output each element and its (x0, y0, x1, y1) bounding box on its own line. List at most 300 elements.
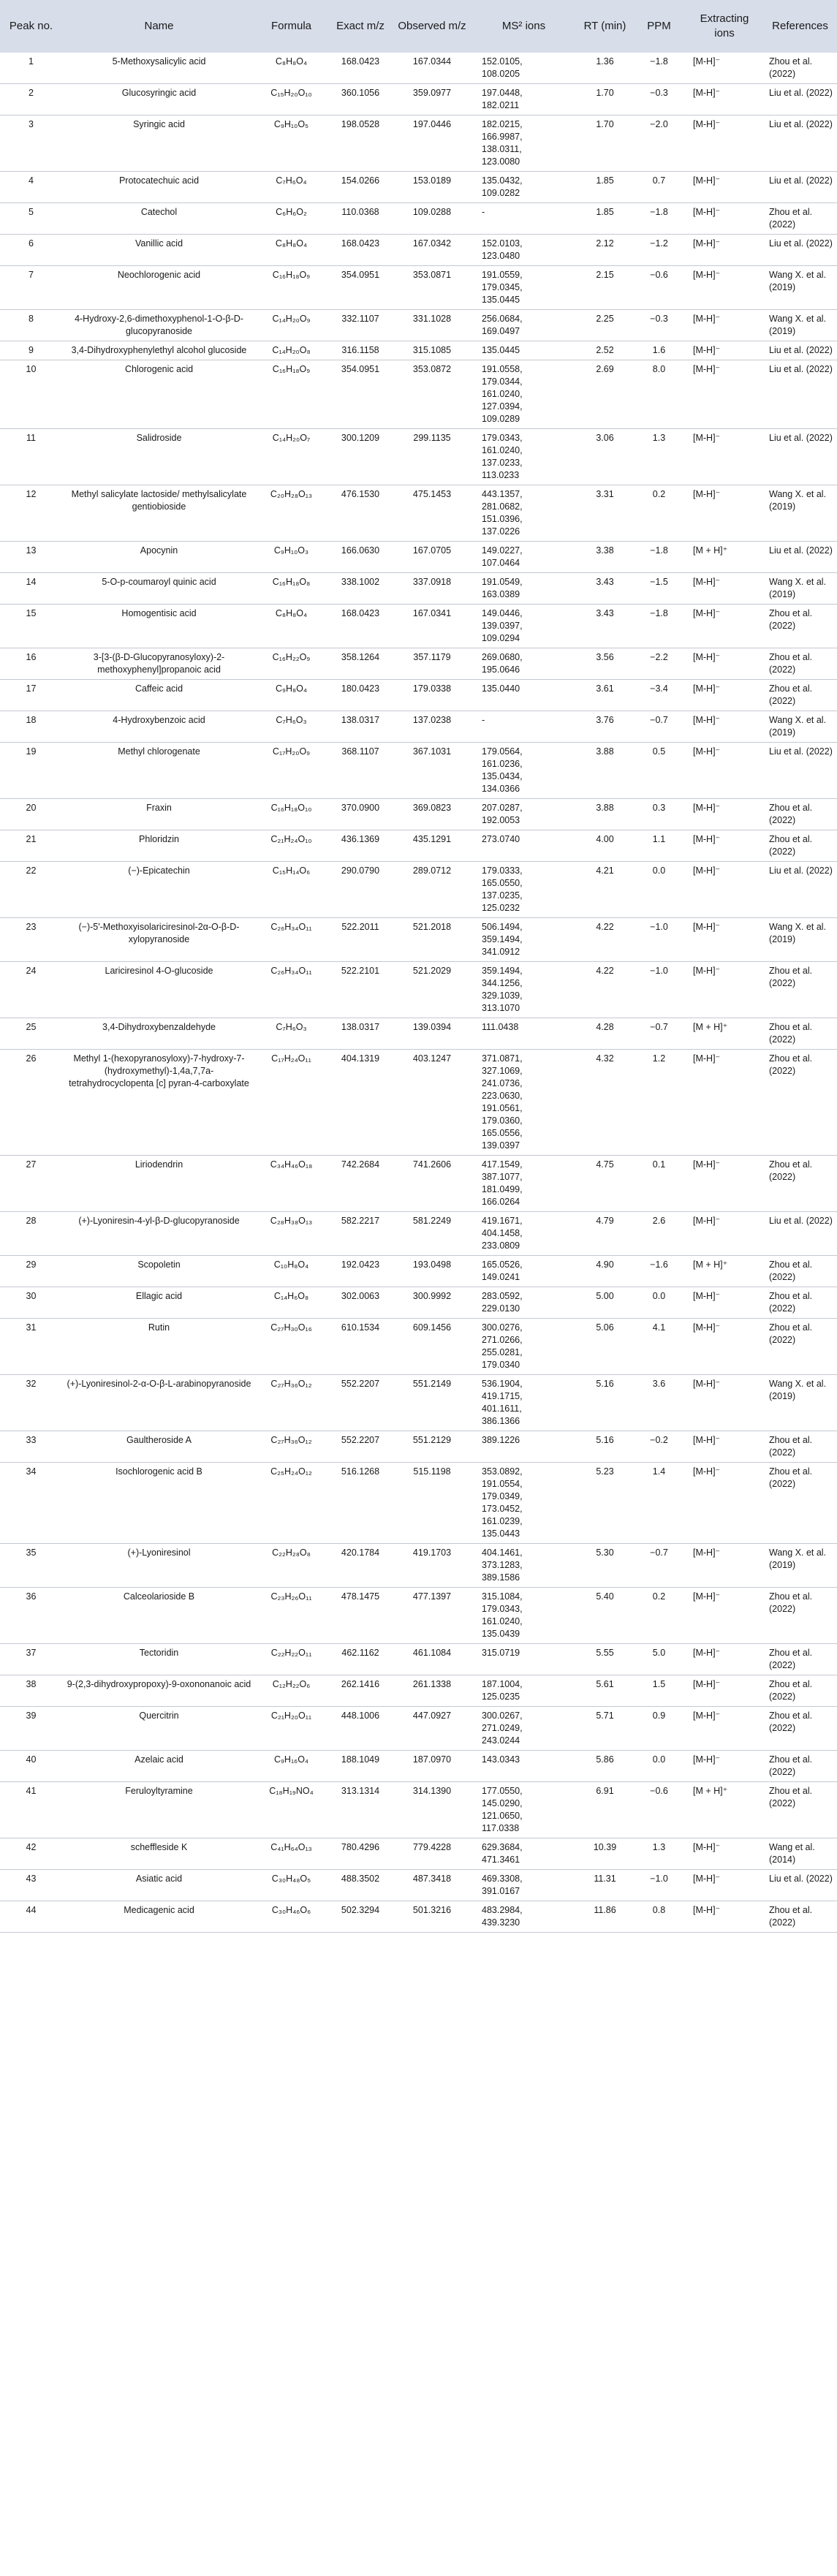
cell-extracting-ion: [M-H]⁻ (686, 1707, 763, 1751)
cell-peak-no: 17 (0, 680, 62, 711)
cell-formula: C₂₈H₃₈O₁₃ (256, 1212, 327, 1256)
cell-name: Chlorogenic acid (62, 360, 256, 429)
cell-extracting-ion: [M-H]⁻ (686, 1375, 763, 1431)
cell-extracting-ion: [M-H]⁻ (686, 573, 763, 605)
cell-rt: 3.88 (577, 799, 632, 830)
cell-peak-no: 33 (0, 1431, 62, 1463)
cell-peak-no: 28 (0, 1212, 62, 1256)
cell-exact-mz: 516.1268 (327, 1463, 394, 1544)
cell-name: Lariciresinol 4-O-glucoside (62, 962, 256, 1018)
cell-peak-no: 38 (0, 1675, 62, 1707)
table-row (0, 1644, 837, 1675)
cell-ms2-ions: 135.0432, 109.0282 (470, 172, 577, 203)
cell-name: Phloridzin (62, 830, 256, 862)
cell-rt: 3.61 (577, 680, 632, 711)
cell-formula: C₁₆H₁₈O₉ (256, 360, 327, 429)
cell-formula: C₂₂H₂₂O₁₁ (256, 1644, 327, 1675)
cell-formula: C₃₀H₄₈O₅ (256, 1870, 327, 1901)
cell-reference: Liu et al. (2022) (763, 115, 837, 172)
cell-observed-mz: 139.0394 (394, 1018, 470, 1050)
cell-formula: C₉H₁₀O₃ (256, 542, 327, 573)
cell-rt: 1.36 (577, 53, 632, 84)
cell-exact-mz: 168.0423 (327, 605, 394, 648)
table-row (0, 310, 837, 341)
table-row (0, 1256, 837, 1287)
cell-formula: C₁₀H₈O₄ (256, 1256, 327, 1287)
table-row (0, 429, 837, 485)
cell-ms2-ions: 165.0526, 149.0241 (470, 1256, 577, 1287)
cell-exact-mz: 420.1784 (327, 1544, 394, 1588)
cell-formula: C₈H₈O₄ (256, 235, 327, 266)
cell-name: Asiatic acid (62, 1870, 256, 1901)
cell-formula: C₉H₁₆O₄ (256, 1751, 327, 1782)
cell-peak-no: 2 (0, 84, 62, 115)
cell-reference: Zhou et al. (2022) (763, 1431, 837, 1463)
cell-extracting-ion: [M-H]⁻ (686, 485, 763, 542)
cell-ppm: 0.0 (632, 1287, 686, 1319)
cell-rt: 5.61 (577, 1675, 632, 1707)
cell-name: Calceolarioside B (62, 1588, 256, 1644)
cell-observed-mz: 447.0927 (394, 1707, 470, 1751)
cell-reference: Zhou et al. (2022) (763, 1901, 837, 1933)
cell-ppm: 1.3 (632, 429, 686, 485)
cell-extracting-ion: [M-H]⁻ (686, 1050, 763, 1156)
table-row (0, 84, 837, 115)
cell-peak-no: 42 (0, 1838, 62, 1870)
cell-formula: C₁₈H₁₉NO₄ (256, 1782, 327, 1838)
cell-peak-no: 7 (0, 266, 62, 310)
cell-formula: C₂₆H₃₄O₁₁ (256, 962, 327, 1018)
cell-reference: Zhou et al. (2022) (763, 1644, 837, 1675)
cell-name: Apocynin (62, 542, 256, 573)
cell-ppm: 1.2 (632, 1050, 686, 1156)
cell-name: Ellagic acid (62, 1287, 256, 1319)
cell-extracting-ion: [M-H]⁻ (686, 172, 763, 203)
cell-extracting-ion: [M-H]⁻ (686, 711, 763, 743)
cell-ms2-ions: 152.0105, 108.0205 (470, 53, 577, 84)
cell-formula: C₁₂H₂₂O₆ (256, 1675, 327, 1707)
cell-extracting-ion: [M-H]⁻ (686, 830, 763, 862)
cell-peak-no: 10 (0, 360, 62, 429)
cell-name: (−)-Epicatechin (62, 862, 256, 918)
cell-extracting-ion: [M-H]⁻ (686, 862, 763, 918)
cell-ms2-ions: 179.0343, 161.0240, 137.0233, 113.0233 (470, 429, 577, 485)
cell-ppm: 1.3 (632, 1838, 686, 1870)
cell-exact-mz: 138.0317 (327, 1018, 394, 1050)
cell-peak-no: 32 (0, 1375, 62, 1431)
cell-reference: Liu et al. (2022) (763, 172, 837, 203)
table-row (0, 235, 837, 266)
cell-reference: Liu et al. (2022) (763, 862, 837, 918)
cell-ms2-ions: 149.0227, 107.0464 (470, 542, 577, 573)
cell-name: Syringic acid (62, 115, 256, 172)
table-row (0, 1870, 837, 1901)
table-row (0, 1375, 837, 1431)
cell-peak-no: 4 (0, 172, 62, 203)
cell-peak-no: 11 (0, 429, 62, 485)
cell-rt: 4.00 (577, 830, 632, 862)
cell-formula: C₁₇H₂₄O₁₁ (256, 1050, 327, 1156)
table-row (0, 1675, 837, 1707)
cell-reference: Liu et al. (2022) (763, 1212, 837, 1256)
cell-observed-mz: 167.0705 (394, 542, 470, 573)
cell-ppm: 1.6 (632, 341, 686, 360)
cell-name: 3,4-Dihydroxyphenylethyl alcohol glucoside (62, 341, 256, 360)
cell-formula: C₁₆H₁₈O₉ (256, 266, 327, 310)
cell-rt: 5.86 (577, 1751, 632, 1782)
cell-rt: 2.12 (577, 235, 632, 266)
table-row (0, 1431, 837, 1463)
cell-rt: 5.23 (577, 1463, 632, 1544)
cell-observed-mz: 475.1453 (394, 485, 470, 542)
cell-extracting-ion: [M-H]⁻ (686, 115, 763, 172)
cell-rt: 4.32 (577, 1050, 632, 1156)
cell-ppm: 2.6 (632, 1212, 686, 1256)
cell-name: Homogentisic acid (62, 605, 256, 648)
cell-reference: Liu et al. (2022) (763, 1870, 837, 1901)
cell-name: 4-Hydroxybenzoic acid (62, 711, 256, 743)
table-row (0, 1018, 837, 1050)
cell-observed-mz: 369.0823 (394, 799, 470, 830)
cell-exact-mz: 742.2684 (327, 1156, 394, 1212)
cell-name: (+)-Lyoniresinol (62, 1544, 256, 1588)
cell-peak-no: 27 (0, 1156, 62, 1212)
cell-name: Feruloyltyramine (62, 1782, 256, 1838)
cell-exact-mz: 368.1107 (327, 743, 394, 799)
cell-formula: C₈H₈O₄ (256, 53, 327, 84)
cell-formula: C₂₀H₂₈O₁₃ (256, 485, 327, 542)
cell-rt: 3.43 (577, 573, 632, 605)
table-row (0, 799, 837, 830)
cell-ppm: −0.7 (632, 1544, 686, 1588)
cell-peak-no: 23 (0, 918, 62, 962)
cell-ms2-ions: 315.1084, 179.0343, 161.0240, 135.0439 (470, 1588, 577, 1644)
cell-exact-mz: 552.2207 (327, 1375, 394, 1431)
cell-ms2-ions: 300.0267, 271.0249, 243.0244 (470, 1707, 577, 1751)
cell-observed-mz: 487.3418 (394, 1870, 470, 1901)
cell-reference: Zhou et al. (2022) (763, 1675, 837, 1707)
cell-ms2-ions: 179.0333, 165.0550, 137.0235, 125.0232 (470, 862, 577, 918)
cell-observed-mz: 741.2606 (394, 1156, 470, 1212)
cell-peak-no: 3 (0, 115, 62, 172)
cell-ms2-ions: 315.0719 (470, 1644, 577, 1675)
cell-formula: C₇H₆O₃ (256, 711, 327, 743)
cell-name: Vanillic acid (62, 235, 256, 266)
cell-ppm: −0.6 (632, 1782, 686, 1838)
cell-reference: Zhou et al. (2022) (763, 1782, 837, 1838)
cell-reference: Liu et al. (2022) (763, 542, 837, 573)
cell-reference: Zhou et al. (2022) (763, 1050, 837, 1156)
cell-formula: C₂₃H₂₆O₁₁ (256, 1588, 327, 1644)
cell-rt: 5.06 (577, 1319, 632, 1375)
cell-formula: C₁₆H₂₂O₉ (256, 648, 327, 680)
cell-formula: C₂₅H₂₄O₁₂ (256, 1463, 327, 1544)
cell-extracting-ion: [M-H]⁻ (686, 1588, 763, 1644)
cell-peak-no: 30 (0, 1287, 62, 1319)
cell-ppm: 5.0 (632, 1644, 686, 1675)
cell-ppm: −1.5 (632, 573, 686, 605)
table-row (0, 172, 837, 203)
cell-ms2-ions: 177.0550, 145.0290, 121.0650, 117.0338 (470, 1782, 577, 1838)
table-row (0, 605, 837, 648)
cell-extracting-ion: [M-H]⁻ (686, 1751, 763, 1782)
cell-ms2-ions: 419.1671, 404.1458, 233.0809 (470, 1212, 577, 1256)
cell-observed-mz: 515.1198 (394, 1463, 470, 1544)
cell-ms2-ions: 483.2984, 439.3230 (470, 1901, 577, 1933)
cell-reference: Liu et al. (2022) (763, 235, 837, 266)
cell-reference: Zhou et al. (2022) (763, 799, 837, 830)
cell-reference: Zhou et al. (2022) (763, 962, 837, 1018)
cell-formula: C₂₇H₃₆O₁₂ (256, 1375, 327, 1431)
header-peak-no: Peak no. (0, 0, 62, 53)
cell-ppm: −0.7 (632, 1018, 686, 1050)
cell-reference: Liu et al. (2022) (763, 743, 837, 799)
cell-ppm: 0.3 (632, 799, 686, 830)
cell-observed-mz: 551.2129 (394, 1431, 470, 1463)
cell-rt: 4.28 (577, 1018, 632, 1050)
cell-name: scheffleside K (62, 1838, 256, 1870)
cell-ppm: 0.1 (632, 1156, 686, 1212)
table-row (0, 1156, 837, 1212)
cell-peak-no: 37 (0, 1644, 62, 1675)
cell-ppm: −1.0 (632, 1870, 686, 1901)
table-row (0, 680, 837, 711)
cell-exact-mz: 262.1416 (327, 1675, 394, 1707)
cell-observed-mz: 581.2249 (394, 1212, 470, 1256)
cell-extracting-ion: [M + H]⁺ (686, 1256, 763, 1287)
cell-observed-mz: 551.2149 (394, 1375, 470, 1431)
cell-peak-no: 39 (0, 1707, 62, 1751)
cell-formula: C₂₁H₂₀O₁₁ (256, 1707, 327, 1751)
cell-peak-no: 5 (0, 203, 62, 235)
cell-ms2-ions: 191.0559, 179.0345, 135.0445 (470, 266, 577, 310)
cell-rt: 4.90 (577, 1256, 632, 1287)
cell-ms2-ions: 353.0892, 191.0554, 179.0349, 173.0452, 161.0239, 135.0443 (470, 1463, 577, 1544)
cell-observed-mz: 353.0872 (394, 360, 470, 429)
cell-ppm: 4.1 (632, 1319, 686, 1375)
cell-ms2-ions: 135.0440 (470, 680, 577, 711)
table-row (0, 542, 837, 573)
cell-extracting-ion: [M-H]⁻ (686, 1870, 763, 1901)
cell-observed-mz: 521.2029 (394, 962, 470, 1018)
cell-rt: 4.79 (577, 1212, 632, 1256)
cell-observed-mz: 153.0189 (394, 172, 470, 203)
table-row (0, 1050, 837, 1156)
cell-ms2-ions: 143.0343 (470, 1751, 577, 1782)
cell-formula: C₂₆H₃₄O₁₁ (256, 918, 327, 962)
table-row (0, 1463, 837, 1544)
cell-ms2-ions: 197.0448, 182.0211 (470, 84, 577, 115)
cell-name: 3,4-Dihydroxybenzaldehyde (62, 1018, 256, 1050)
cell-ppm: 0.5 (632, 743, 686, 799)
cell-exact-mz: 332.1107 (327, 310, 394, 341)
cell-peak-no: 40 (0, 1751, 62, 1782)
cell-peak-no: 21 (0, 830, 62, 862)
cell-observed-mz: 331.1028 (394, 310, 470, 341)
cell-extracting-ion: [M-H]⁻ (686, 1644, 763, 1675)
cell-ms2-ions: 371.0871, 327.1069, 241.0736, 223.0630, 191.0561, 179.0360, 165.0556, 139.0397 (470, 1050, 577, 1156)
cell-name: Quercitrin (62, 1707, 256, 1751)
cell-observed-mz: 521.2018 (394, 918, 470, 962)
table-row (0, 266, 837, 310)
cell-peak-no: 6 (0, 235, 62, 266)
cell-peak-no: 1 (0, 53, 62, 84)
cell-exact-mz: 180.0423 (327, 680, 394, 711)
cell-reference: Wang X. et al. (2019) (763, 1375, 837, 1431)
cell-peak-no: 13 (0, 542, 62, 573)
cell-extracting-ion: [M-H]⁻ (686, 203, 763, 235)
cell-observed-mz: 609.1456 (394, 1319, 470, 1375)
table-row (0, 115, 837, 172)
cell-extracting-ion: [M-H]⁻ (686, 680, 763, 711)
cell-ppm: −0.3 (632, 310, 686, 341)
cell-extracting-ion: [M-H]⁻ (686, 648, 763, 680)
cell-formula: C₈H₈O₄ (256, 605, 327, 648)
cell-formula: C₇H₆O₄ (256, 172, 327, 203)
cell-ppm: 0.2 (632, 485, 686, 542)
cell-formula: C₂₁H₂₄O₁₀ (256, 830, 327, 862)
cell-extracting-ion: [M-H]⁻ (686, 341, 763, 360)
cell-observed-mz: 315.1085 (394, 341, 470, 360)
cell-exact-mz: 360.1056 (327, 84, 394, 115)
cell-peak-no: 26 (0, 1050, 62, 1156)
cell-ms2-ions: 269.0680, 195.0646 (470, 648, 577, 680)
cell-exact-mz: 522.2101 (327, 962, 394, 1018)
cell-ms2-ions: 273.0740 (470, 830, 577, 862)
cell-extracting-ion: [M-H]⁻ (686, 1544, 763, 1588)
cell-formula: C₉H₈O₄ (256, 680, 327, 711)
cell-formula: C₁₆H₁₈O₈ (256, 573, 327, 605)
cell-ppm: 1.1 (632, 830, 686, 862)
cell-name: 4-Hydroxy-2,6-dimethoxyphenol-1-O-β-D-glucopyranoside (62, 310, 256, 341)
cell-ms2-ions: 389.1226 (470, 1431, 577, 1463)
cell-rt: 6.91 (577, 1782, 632, 1838)
cell-name: Rutin (62, 1319, 256, 1375)
cell-exact-mz: 188.1049 (327, 1751, 394, 1782)
cell-ppm: −0.3 (632, 84, 686, 115)
cell-formula: C₁₄H₂₀O₇ (256, 429, 327, 485)
cell-extracting-ion: [M-H]⁻ (686, 1212, 763, 1256)
cell-formula: C₂₇H₃₀O₁₆ (256, 1319, 327, 1375)
table-body (0, 53, 837, 1933)
cell-exact-mz: 300.1209 (327, 429, 394, 485)
cell-exact-mz: 780.4296 (327, 1838, 394, 1870)
cell-ppm: −1.8 (632, 53, 686, 84)
cell-name: Methyl 1-(hexopyranosyloxy)-7-hydroxy-7-(hydroxymethyl)-1,4a,7,7a-tetrahydrocyclopenta [c] pyran-4-carboxylate (62, 1050, 256, 1156)
cell-rt: 3.38 (577, 542, 632, 573)
cell-rt: 2.25 (577, 310, 632, 341)
cell-name: Medicagenic acid (62, 1901, 256, 1933)
cell-exact-mz: 436.1369 (327, 830, 394, 862)
cell-peak-no: 9 (0, 341, 62, 360)
cell-rt: 4.22 (577, 918, 632, 962)
cell-reference: Zhou et al. (2022) (763, 605, 837, 648)
cell-rt: 3.76 (577, 711, 632, 743)
cell-observed-mz: 435.1291 (394, 830, 470, 862)
cell-formula: C₁₅H₂₀O₁₀ (256, 84, 327, 115)
cell-ppm: −0.6 (632, 266, 686, 310)
cell-ppm: 0.2 (632, 1588, 686, 1644)
cell-reference: Liu et al. (2022) (763, 84, 837, 115)
cell-formula: C₁₆H₁₈O₁₀ (256, 799, 327, 830)
cell-extracting-ion: [M-H]⁻ (686, 53, 763, 84)
cell-extracting-ion: [M-H]⁻ (686, 799, 763, 830)
cell-exact-mz: 582.2217 (327, 1212, 394, 1256)
cell-rt: 5.30 (577, 1544, 632, 1588)
table-row (0, 862, 837, 918)
cell-peak-no: 31 (0, 1319, 62, 1375)
cell-ms2-ions: 179.0564, 161.0236, 135.0434, 134.0366 (470, 743, 577, 799)
table-row (0, 648, 837, 680)
cell-peak-no: 43 (0, 1870, 62, 1901)
cell-reference: Wang X. et al. (2019) (763, 1544, 837, 1588)
cell-observed-mz: 167.0344 (394, 53, 470, 84)
cell-peak-no: 35 (0, 1544, 62, 1588)
cell-observed-mz: 403.1247 (394, 1050, 470, 1156)
cell-extracting-ion: [M-H]⁻ (686, 1319, 763, 1375)
header-ms2-ions: MS² ions (470, 0, 577, 53)
cell-observed-mz: 299.1135 (394, 429, 470, 485)
cell-exact-mz: 370.0900 (327, 799, 394, 830)
cell-exact-mz: 448.1006 (327, 1707, 394, 1751)
cell-rt: 3.56 (577, 648, 632, 680)
cell-ppm: −1.0 (632, 962, 686, 1018)
table-row (0, 830, 837, 862)
cell-observed-mz: 179.0338 (394, 680, 470, 711)
cell-observed-mz: 419.1703 (394, 1544, 470, 1588)
table-row (0, 918, 837, 962)
cell-extracting-ion: [M-H]⁻ (686, 605, 763, 648)
table-header (0, 0, 837, 53)
cell-name: Isochlorogenic acid B (62, 1463, 256, 1544)
cell-extracting-ion: [M-H]⁻ (686, 235, 763, 266)
cell-name: Liriodendrin (62, 1156, 256, 1212)
cell-ms2-ions: 187.1004, 125.0235 (470, 1675, 577, 1707)
cell-formula: C₃₄H₄₆O₁₈ (256, 1156, 327, 1212)
header-rt: RT (min) (577, 0, 632, 53)
cell-ms2-ions: 359.1494, 344.1256, 329.1039, 313.1070 (470, 962, 577, 1018)
cell-ms2-ions: 506.1494, 359.1494, 341.0912 (470, 918, 577, 962)
table-row (0, 1782, 837, 1838)
header-observed-mz: Observed m/z (394, 0, 470, 53)
cell-formula: C₃₀H₄₆O₆ (256, 1901, 327, 1933)
cell-rt: 4.75 (577, 1156, 632, 1212)
cell-rt: 3.06 (577, 429, 632, 485)
cell-exact-mz: 138.0317 (327, 711, 394, 743)
cell-rt: 3.43 (577, 605, 632, 648)
cell-rt: 3.31 (577, 485, 632, 542)
table-row (0, 743, 837, 799)
cell-observed-mz: 367.1031 (394, 743, 470, 799)
table-row (0, 341, 837, 360)
table-row (0, 1287, 837, 1319)
cell-reference: Zhou et al. (2022) (763, 53, 837, 84)
cell-ppm: −2.2 (632, 648, 686, 680)
cell-extracting-ion: [M-H]⁻ (686, 360, 763, 429)
cell-exact-mz: 313.1314 (327, 1782, 394, 1838)
cell-reference: Wang X. et al. (2019) (763, 266, 837, 310)
cell-exact-mz: 552.2207 (327, 1431, 394, 1463)
cell-extracting-ion: [M + H]⁺ (686, 1018, 763, 1050)
cell-extracting-ion: [M-H]⁻ (686, 310, 763, 341)
cell-exact-mz: 404.1319 (327, 1050, 394, 1156)
cell-reference: Zhou et al. (2022) (763, 1319, 837, 1375)
cell-name: Protocatechuic acid (62, 172, 256, 203)
cell-ms2-ions: 443.1357, 281.0682, 151.0396, 137.0226 (470, 485, 577, 542)
header-references: References (763, 0, 837, 53)
cell-exact-mz: 354.0951 (327, 360, 394, 429)
cell-reference: Wang et al. (2014) (763, 1838, 837, 1870)
